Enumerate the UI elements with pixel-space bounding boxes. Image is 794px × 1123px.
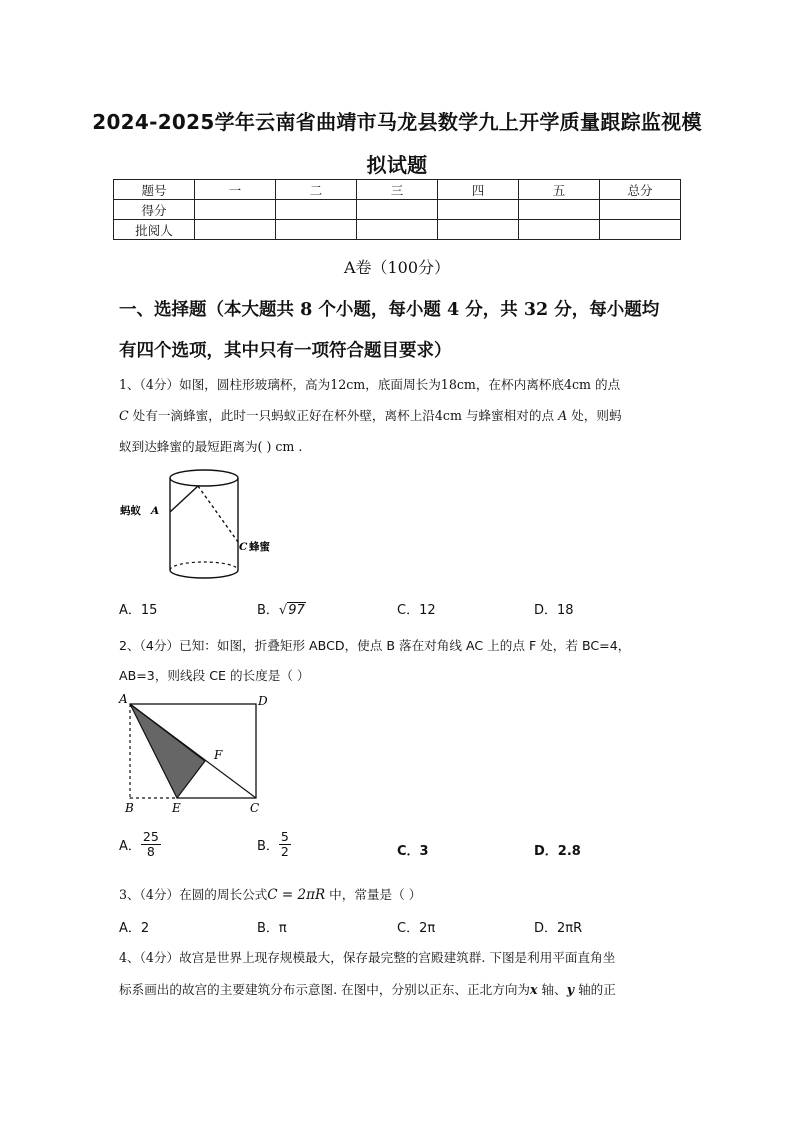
exam-title-line1: 2024-2025学年云南省曲靖市马龙县数学九上开学质量跟踪监视模 xyxy=(92,110,702,134)
q3-prefix: 3、（4分）在圆的周长公式 xyxy=(119,887,268,902)
q3-option-a: A．2 xyxy=(119,921,150,936)
q3-option-d: D．2πR xyxy=(534,921,583,936)
section-one-heading-line2: 有四个选项，其中只有一项符合题目要求） xyxy=(119,341,452,361)
q2-option-a-numerator: 25 xyxy=(142,829,159,844)
q1-option-a: A．15 xyxy=(119,603,158,618)
cylinder-bottom-back xyxy=(170,562,238,570)
score-cell xyxy=(276,220,357,240)
q2-option-a-fraction xyxy=(141,830,161,859)
score-header-cell: 五 xyxy=(519,180,600,200)
q1-option-b xyxy=(257,599,306,618)
cylinder-top-ellipse xyxy=(170,470,238,486)
q1-text-line2-body: 处有一滴蜂蜜，此时一只蚂蚁正好在杯外壁，离杯上沿4cm 与蜂蜜相对的点 xyxy=(128,408,559,423)
score-header-cell: 四 xyxy=(438,180,519,200)
q2-option-a-denominator: 8 xyxy=(146,844,155,859)
q2-option-d: D．2.8 xyxy=(534,844,581,859)
score-cell xyxy=(600,200,681,220)
score-table-header-row xyxy=(114,180,681,200)
score-cell xyxy=(600,220,681,240)
score-table-row xyxy=(114,200,681,220)
section-one-heading-line1: 一、选择题（本大题共 8 个小题，每小题 4 分，共 32 分，每小题均 xyxy=(119,300,660,320)
score-cell xyxy=(519,220,600,240)
q2-option-b-denominator: 2 xyxy=(280,844,289,859)
q2-option-b-label: B． xyxy=(257,839,279,854)
ant-path-solid xyxy=(170,486,198,512)
cylinder-bottom-front xyxy=(170,570,238,578)
fig-label-d: D xyxy=(258,694,268,708)
q4-var-x: x xyxy=(530,982,538,997)
fig-label-c: C xyxy=(250,801,260,815)
q1-var-c: C xyxy=(119,408,129,423)
score-table-row xyxy=(114,220,681,240)
q3-option-b: B．π xyxy=(257,921,287,936)
fig-label-b: B xyxy=(125,801,134,815)
q3-text xyxy=(119,885,679,905)
q2-option-b-numerator: 5 xyxy=(280,829,289,844)
q3-suffix: 中，常量是（ ） xyxy=(325,887,422,902)
score-cell xyxy=(357,220,438,240)
score-cell xyxy=(519,200,600,220)
q3-option-c: C．2π xyxy=(397,921,436,936)
q4-text-line2 xyxy=(119,980,679,1000)
fig-ant-label: 蚂蚁 xyxy=(120,505,141,517)
ant-path-dashed xyxy=(198,486,238,542)
q2-option-b-fraction xyxy=(279,830,291,859)
score-cell xyxy=(276,200,357,220)
q1-option-c: C．12 xyxy=(397,603,436,618)
score-row-label: 批阅人 xyxy=(114,220,195,240)
score-header-cell: 一 xyxy=(195,180,276,200)
q4-line2-mid: 轴、 xyxy=(537,982,567,997)
score-cell xyxy=(195,200,276,220)
q2-option-c: C．3 xyxy=(397,844,429,859)
fig-honey-label: 蜂蜜 xyxy=(249,541,270,553)
q2-text-line2: AB=3，则线段 CE 的长度是（ ） xyxy=(119,668,310,683)
q1-cylinder-figure xyxy=(118,464,288,586)
q1-text-line2 xyxy=(119,406,679,426)
fig-honey-var: C xyxy=(239,541,248,553)
score-header-cell: 总分 xyxy=(600,180,681,200)
fig-label-a: A xyxy=(119,692,128,706)
q4-line2-tail: 轴的正 xyxy=(574,982,616,997)
score-table xyxy=(113,179,681,240)
q2-option-b xyxy=(257,830,291,859)
diagonal-ac xyxy=(130,704,256,798)
q1-option-b-label: B． xyxy=(257,603,279,618)
sqrt-icon: √ xyxy=(278,603,288,618)
score-header-cell: 二 xyxy=(276,180,357,200)
score-header-cell: 三 xyxy=(357,180,438,200)
q2-text-line1: 2、（4分）已知：如图，折叠矩形 ABCD，使点 B 落在对角线 AC 上的点 F 处，若 BC=4， xyxy=(119,638,631,653)
q1-option-d: D．18 xyxy=(534,603,574,618)
score-row-label: 得分 xyxy=(114,200,195,220)
score-cell xyxy=(195,220,276,240)
q1-text-line3: 蚁到达蜂蜜的最短距离为( ) cm . xyxy=(119,439,303,454)
q1-var-a: A xyxy=(558,408,568,423)
q3-formula: C = 2πR xyxy=(267,887,326,903)
q1-option-b-radicand: 97 xyxy=(288,603,305,618)
exam-title-line2: 拟试题 xyxy=(366,153,428,177)
q4-line2-pre: 标系画出的故宫的主要建筑分布示意图. 在图中，分别以正东、正北方向为 xyxy=(119,982,531,997)
q1-text-line1: 1、（4分）如图，圆柱形玻璃杯，高为12cm，底面周长为18cm，在杯内离杯底4cm 的点 xyxy=(119,377,621,392)
fig-label-e: E xyxy=(172,801,181,815)
score-cell xyxy=(438,200,519,220)
q2-option-a xyxy=(119,830,161,859)
fig-ant-var: A xyxy=(151,505,160,517)
score-cell xyxy=(438,220,519,240)
q2-rectangle-figure xyxy=(116,690,276,816)
section-a-heading: A卷（100分） xyxy=(343,258,451,277)
q4-text-line1: 4、（4分）故宫是世界上现存规模最大，保存最完整的宫殿建筑群. 下图是利用平面直角坐 xyxy=(119,950,616,965)
q4-var-y: y xyxy=(566,982,575,997)
fig-label-f: F xyxy=(214,748,223,762)
q1-text-line2-tail: 处，则蚂 xyxy=(567,408,622,423)
q2-option-a-label: A． xyxy=(119,839,141,854)
score-header-cell: 题号 xyxy=(114,180,195,200)
score-cell xyxy=(357,200,438,220)
